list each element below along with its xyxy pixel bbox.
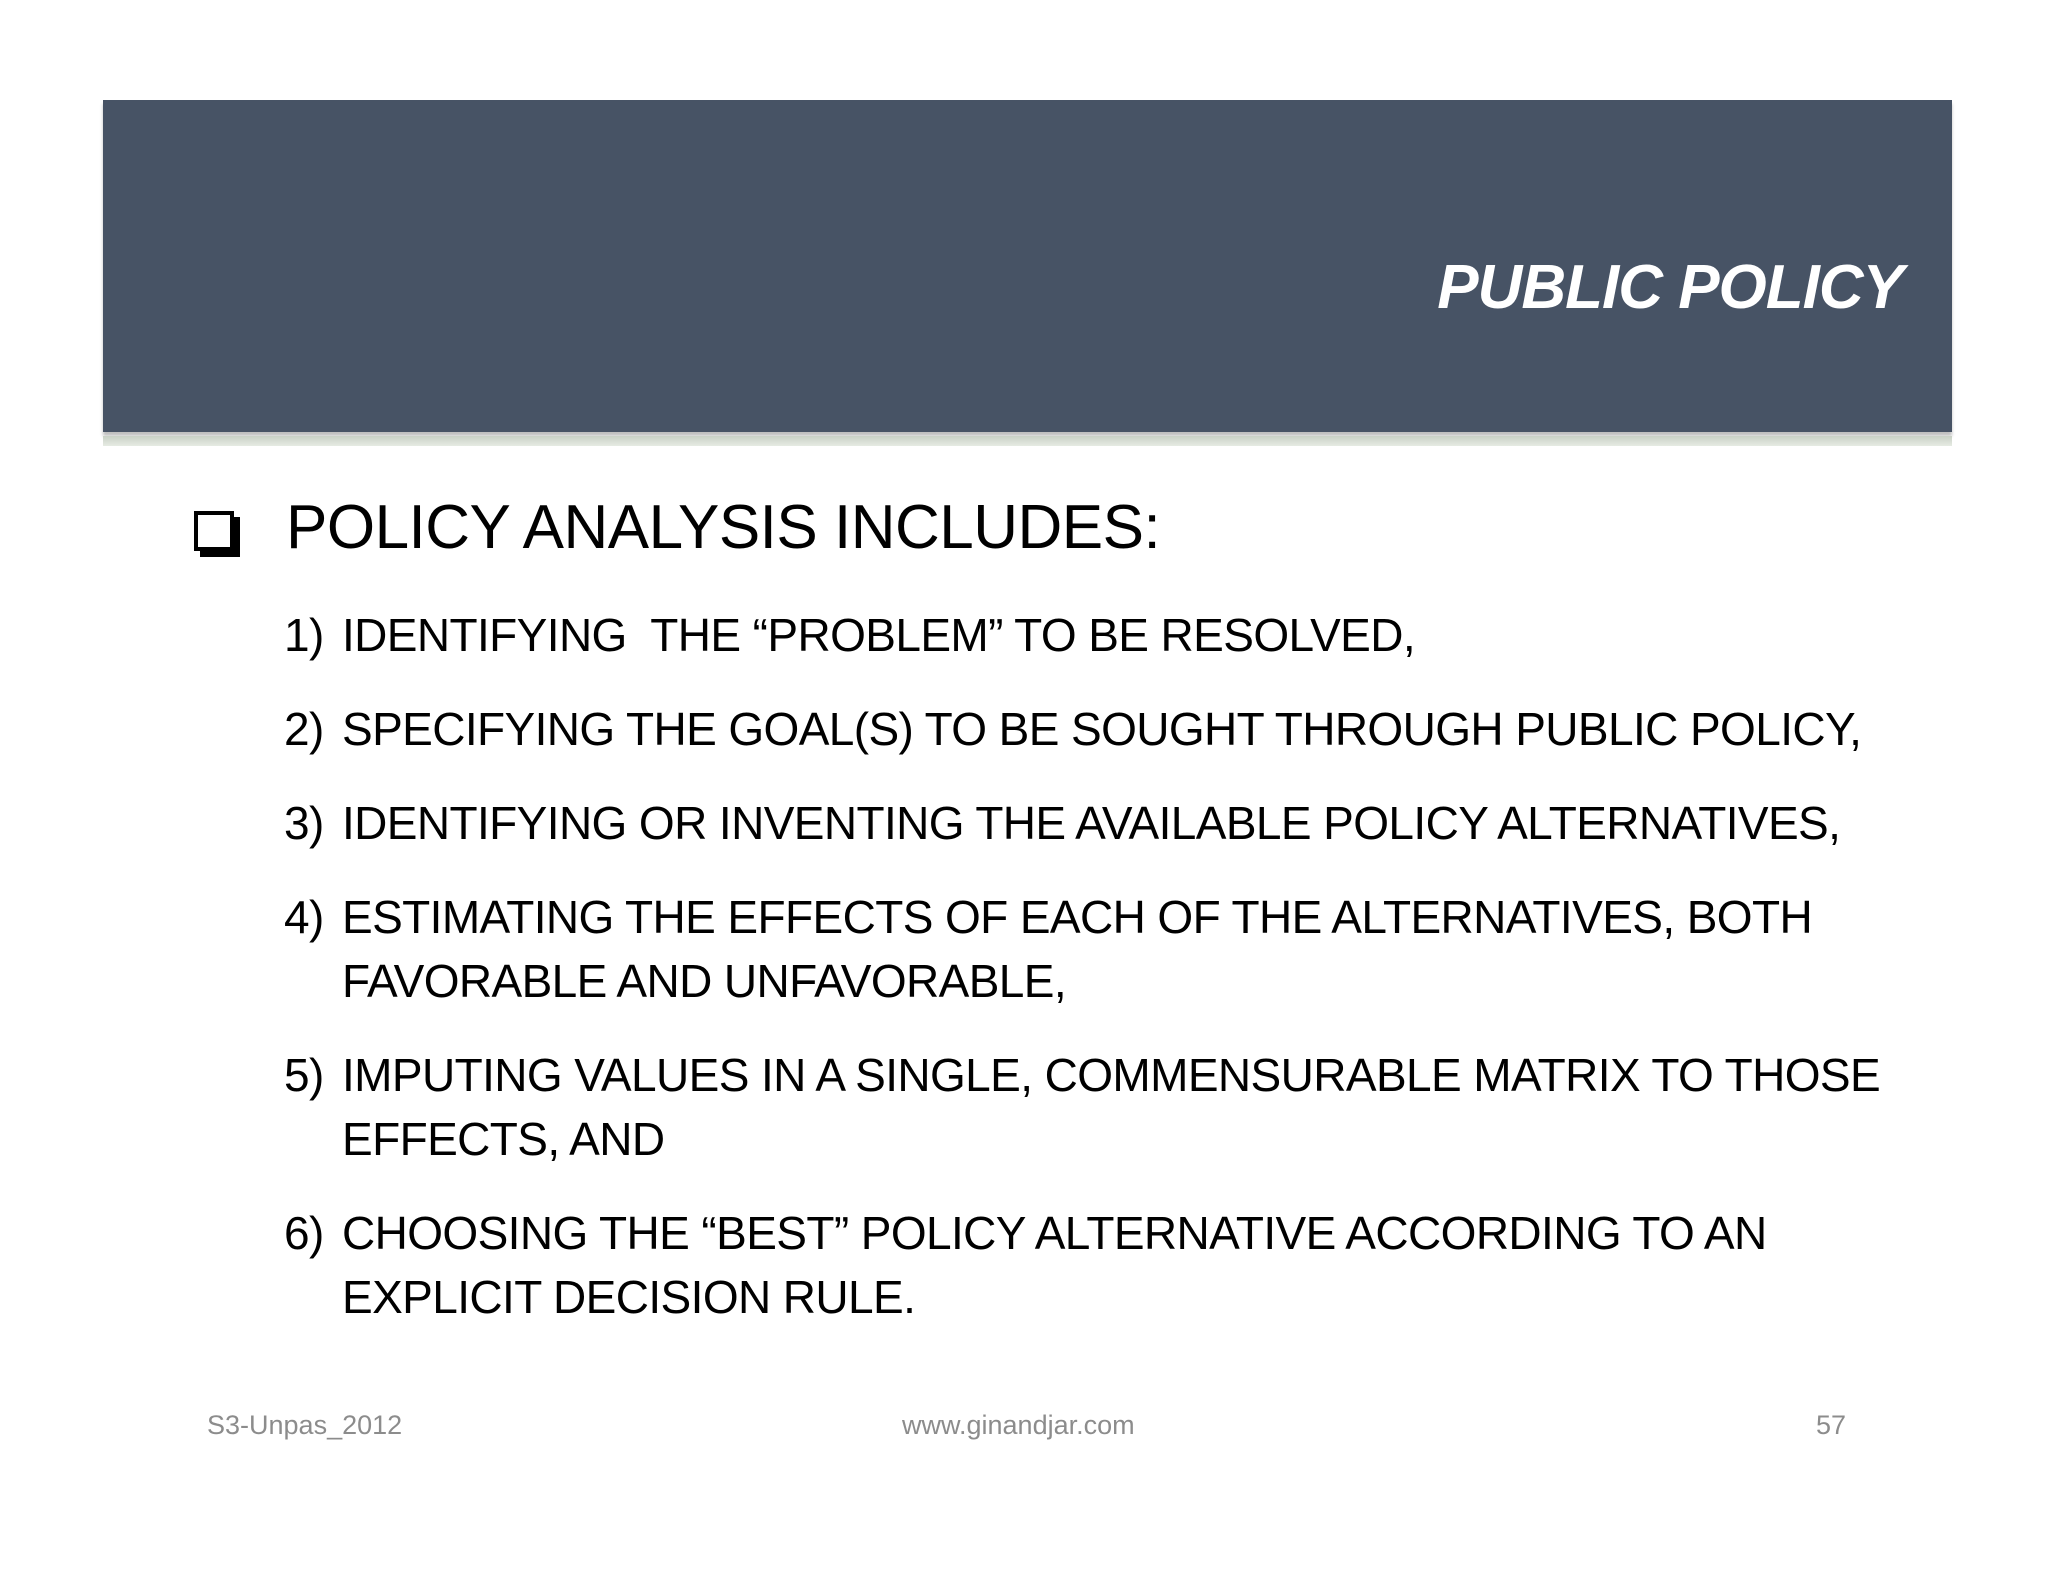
- list-item-text: SPECIFYING THE GOAL(S) TO BE SOUGHT THROUGH PUBLIC POLICY,: [342, 703, 1862, 755]
- checkbox-icon: [194, 511, 234, 551]
- list-item-number: 1): [284, 609, 324, 661]
- list-item: [284, 1201, 1924, 1329]
- footer-left-text: S3-Unpas_2012: [207, 1410, 403, 1440]
- list-item-number: 5): [284, 1049, 324, 1101]
- list-item-text: IMPUTING VALUES IN A SINGLE, COMMENSURABLE MATRIX TO THOSE EFFECTS, AND: [342, 1049, 1893, 1165]
- list-item: [284, 791, 1924, 855]
- list-item-number: 2): [284, 703, 324, 755]
- list-item-number: 6): [284, 1207, 324, 1259]
- list-item: [284, 697, 1924, 761]
- list-item: [284, 1043, 1924, 1171]
- list-item-text: IDENTIFYING THE “PROBLEM” TO BE RESOLVED,: [342, 609, 1416, 661]
- bullet-heading: POLICY ANALYSIS INCLUDES:: [286, 493, 1161, 562]
- policy-analysis-list: [284, 603, 1924, 1359]
- list-item-text: ESTIMATING THE EFFECTS OF EACH OF THE ALTERNATIVES, BOTH FAVORABLE AND UNFAVORABLE,: [342, 891, 1825, 1007]
- header-divider: [103, 436, 1952, 446]
- list-item-number: 3): [284, 797, 324, 849]
- list-item-text: IDENTIFYING OR INVENTING THE AVAILABLE POLICY ALTERNATIVES,: [342, 797, 1841, 849]
- page-number: 57: [1816, 1410, 1847, 1440]
- footer-website: www.ginandjar.com: [902, 1410, 1135, 1440]
- slide-title: PUBLIC POLICY: [1437, 253, 1903, 322]
- list-item: [284, 603, 1924, 667]
- list-item: [284, 885, 1924, 1013]
- list-item-text: CHOOSING THE “BEST” POLICY ALTERNATIVE ACCORDING TO AN EXPLICIT DECISION RULE.: [342, 1207, 1779, 1323]
- list-item-number: 4): [284, 891, 324, 943]
- bullet-heading-row: [194, 492, 1160, 563]
